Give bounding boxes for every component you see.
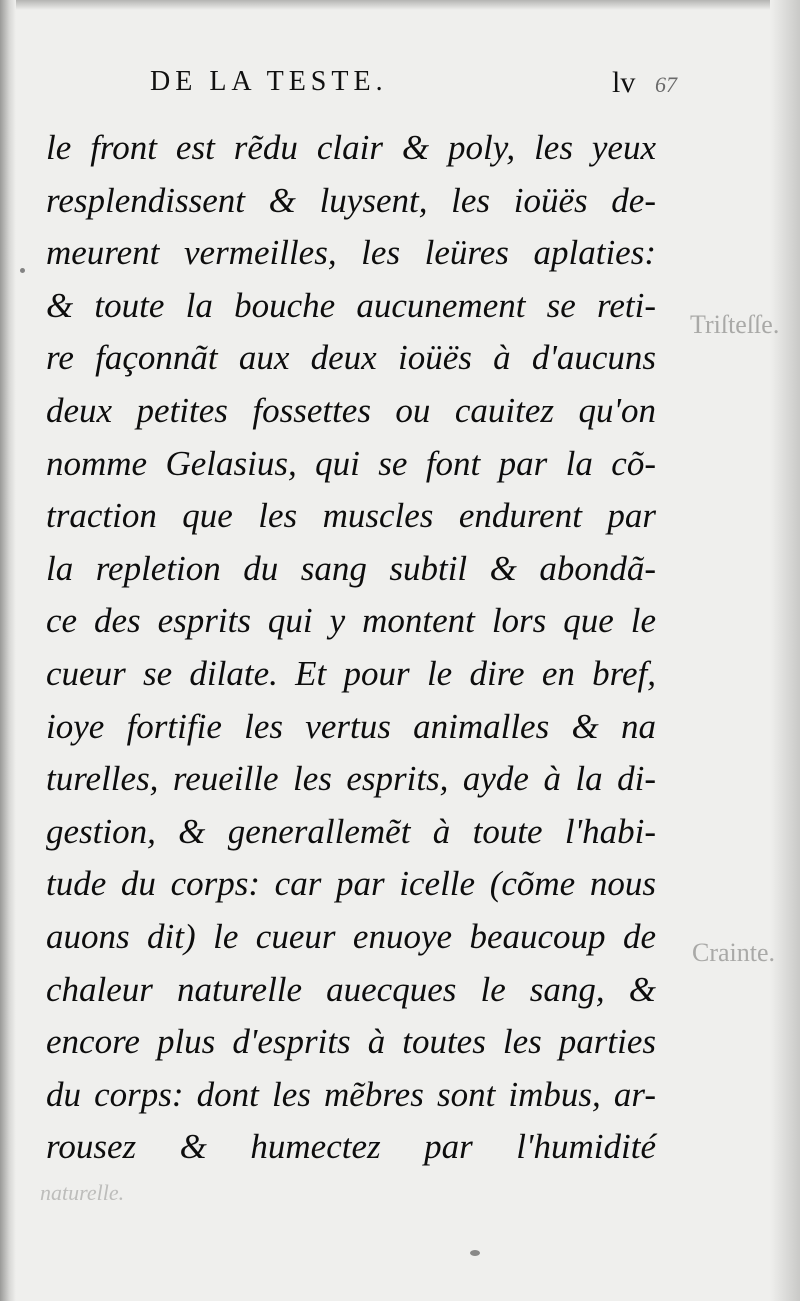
text-line: resplendissent & luysent, les ioüës de- <box>46 180 656 220</box>
text-line: meurent vermeilles, les leüres aplaties: <box>46 233 656 273</box>
text-line: nomme Gelasius, qui se font par la cõ- <box>46 443 656 483</box>
handwritten-page-number: 67 <box>655 72 677 97</box>
page-left-edge <box>0 0 16 1301</box>
text-line: chaleur naturelle auecques le sang, & <box>46 969 656 1009</box>
body-text <box>46 122 656 1174</box>
text-line: re façonnãt aux deux ioüës à d'aucuns <box>46 338 656 378</box>
text-line: rousez & humectez par l'humidité <box>46 1127 656 1167</box>
folio-number: lv <box>612 66 636 99</box>
text-line: traction que les muscles endurent par <box>46 496 656 536</box>
text-line: du corps: dont les mẽbres sont imbus, ar- <box>46 1074 656 1114</box>
text-line: ce des esprits qui y montent lors que le <box>46 601 656 641</box>
text-line: ioye fortifie les vertus animalles & na <box>46 706 656 746</box>
text-line: auons dit) le cueur enuoye beaucoup de <box>46 916 656 956</box>
text-line: le front est rẽdu clair & poly, les yeux <box>46 128 656 167</box>
ink-speck <box>20 268 25 273</box>
bleed-through-text: naturelle. <box>40 1180 125 1205</box>
text-line: gestion, & generallemẽt à toute l'habi- <box>46 811 656 851</box>
running-title: DE LA TESTE. <box>150 66 388 97</box>
page-top-edge <box>0 0 800 10</box>
text-line: turelles, reueille les esprits, ayde à la di- <box>46 759 656 799</box>
text-line: & toute la bouche aucunement se reti- <box>46 285 656 325</box>
bleed-through-marginal-note: Crainte. <box>692 938 776 967</box>
text-line: cueur se dilate. Et pour le dire en bref, <box>46 653 656 693</box>
text-line: la repletion du sang subtil & abondã- <box>46 548 656 588</box>
bleed-through-marginal-note: Triſteſſe. <box>690 310 780 339</box>
page-right-edge <box>770 0 800 1301</box>
text-line: encore plus d'esprits à toutes les parties <box>46 1022 656 1062</box>
ink-smudge <box>470 1250 480 1256</box>
text-line: deux petites fossettes ou cauitez qu'on <box>46 390 656 430</box>
text-line: tude du corps: car par icelle (cõme nous <box>46 864 656 904</box>
